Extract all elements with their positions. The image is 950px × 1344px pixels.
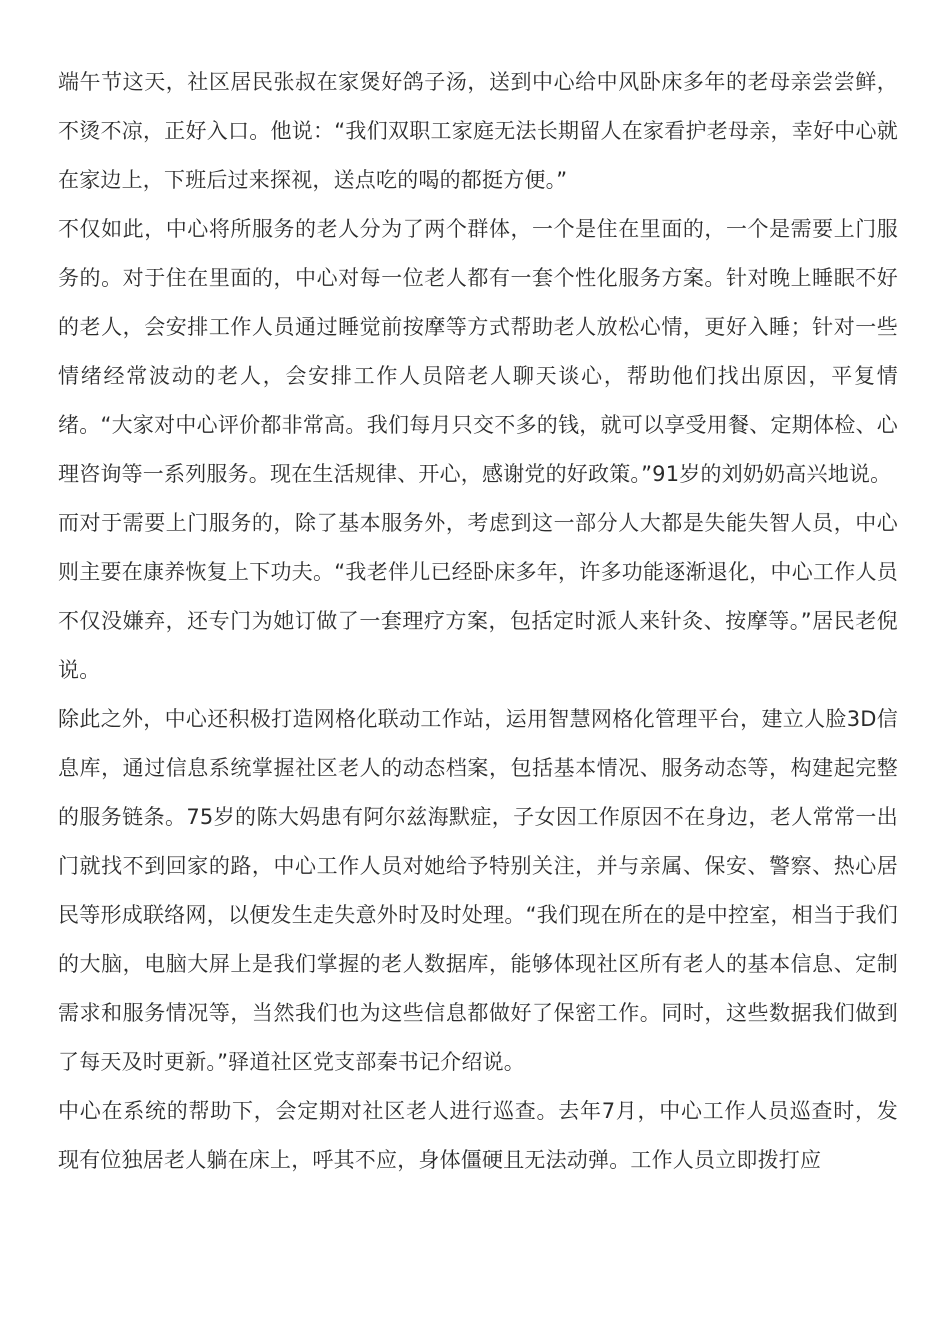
paragraph-4: 除此之外，中心还积极打造网格化联动工作站，运用智慧网格化管理平台，建立人脸3D信息库，通过信息系统掌握社区老人的动态档案，包括基本情况、服务动态等，构建起完整的服务链条。75岁的陈大妈患有阿尔兹海默症，子女因工作原因不在身边，老人常常一出门就找不到回家的路，中心工作人员对她给予特别关注，并与亲属、保安、警察、热心居民等形成联络网，以便发生走失意外时及时处理。“我们现在所在的是中控室，相当于我们的大脑，电脑大屏上是我们掌握的老人数据库，能够体现社区所有老人的基本信息、定制需求和服务情况等，当然我们也为这些信息都做好了保密工作。同时，这些数据我们做到了每天及时更新。”驿道社区党支部秦书记介绍说。 [58, 707, 898, 1074]
paragraph-1: 端午节这天，社区居民张叔在家煲好鸽子汤，送到中心给中风卧床多年的老母亲尝尝鲜，不烫不凉，正好入口。他说：“我们双职工家庭无法长期留人在家看护老母亲，幸好中心就在家边上，下班后过来探视，送点吃的喝的都挺方便。” [58, 70, 898, 192]
paragraph-2: 不仅如此，中心将所服务的老人分为了两个群体，一个是住在里面的，一个是需要上门服务的。对于住在里面的，中心对每一位老人都有一套个性化服务方案。针对晚上睡眠不好的老人，会安排工作人员通过睡觉前按摩等方式帮助老人放松心情，更好入睡；针对一些情绪经常波动的老人，会安排工作人员陪老人聊天谈心，帮助他们找出原因，平复情绪。“大家对中心评价都非常高。我们每月只交不多的钱，就可以享受用餐、定期体检、心理咨询等一系列服务。现在生活规律、开心，感谢党的好政策。”91岁的刘奶奶高兴地说。 [58, 217, 898, 486]
document-body [58, 58, 898, 1185]
paragraph-5: 中心在系统的帮助下，会定期对社区老人进行巡查。去年7月，中心工作人员巡查时，发现有位独居老人躺在床上，呼其不应，身体僵硬且无法动弹。工作人员立即拨打应 [58, 1099, 898, 1172]
paragraph-3: 而对于需要上门服务的，除了基本服务外，考虑到这一部分人大都是失能失智人员，中心则主要在康养恢复上下功夫。“我老伴儿已经卧床多年，许多功能逐渐退化，中心工作人员不仅没嫌弃，还专门为她订做了一套理疗方案，包括定时派人来针灸、按摩等。”居民老倪说。 [58, 511, 898, 682]
